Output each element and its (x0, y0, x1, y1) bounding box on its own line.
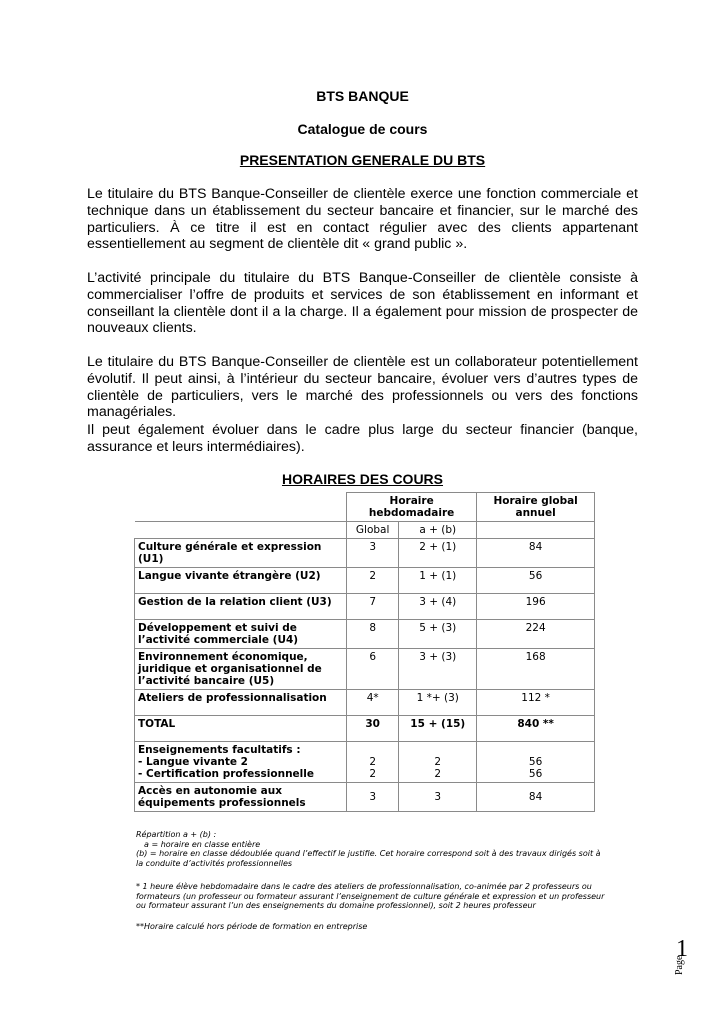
optional-courses-heading: Enseignements facultatifs : (138, 744, 301, 756)
weekly-hours-header: Horaire hebdomadaire (347, 493, 477, 522)
row-ab: 3 + (4) (399, 594, 477, 620)
autonomy-label: Accès en autonomie aux équipements professionnels (135, 783, 347, 812)
row-global: 6 (347, 649, 399, 690)
optional-annual-2: 56 (528, 768, 543, 780)
paragraph-financial-sector: Il peut également évoluer dans le cadre plus large du secteur financier (banque, assurance et leurs intermédiaires). (87, 422, 638, 455)
optional-global-1: 2 (369, 756, 376, 768)
note-distribution-a: a = horaire en classe entière (144, 839, 261, 849)
autonomy-annual: 84 (477, 783, 595, 812)
row-annual: 112 * (477, 690, 595, 716)
row-ab: 1 *+ (3) (399, 690, 477, 716)
optional-item-language: - Langue vivante 2 (138, 756, 248, 768)
row-global: 7 (347, 594, 399, 620)
optional-global (347, 742, 399, 783)
row-ab: 5 + (3) (399, 620, 477, 649)
optional-annual-1: 56 (528, 756, 543, 768)
paragraph-evolution: Le titulaire du BTS Banque-Conseiller de clientèle est un collaborateur potentiellement évolutif. Il peut ainsi, à l’intérieur du secteur bancaire, évoluer vers d’autres types de clientèle de particuliers, vers le marché des professionnels ou vers des fonctions managériales. (87, 354, 638, 421)
annual-hours-header: Horaire global annuel (477, 493, 595, 522)
total-row (135, 716, 595, 742)
row-ab: 1 + (1) (399, 568, 477, 594)
row-global: 4* (347, 690, 399, 716)
optional-annual (477, 742, 595, 783)
row-global: 3 (347, 539, 399, 568)
table-row (135, 539, 595, 568)
optional-ab (399, 742, 477, 783)
annual-subheader-blank (477, 522, 595, 539)
table-row (135, 690, 595, 716)
optional-global-2: 2 (369, 768, 376, 780)
autonomy-global: 3 (347, 783, 399, 812)
note-annual-hours: **Horaire calculé hors période de formation en entreprise (136, 922, 368, 931)
row-annual: 196 (477, 594, 595, 620)
row-annual: 224 (477, 620, 595, 649)
page-number: 1 (676, 936, 688, 962)
total-ab: 15 + (15) (399, 716, 477, 742)
autonomy-ab: 3 (399, 783, 477, 812)
hours-table (134, 492, 595, 812)
note-workshops: * 1 heure élève hebdomadaire dans le cadre des ateliers de professionnalisation, co-animée par 2 professeurs ou formateurs (un professeur ou formateur assurant l’enseignement de culture générale et expression et un professeur ou formateur assurant l’un des enseignements du domaine professionnel), soit 2 heures professeur (136, 882, 605, 911)
note-distribution (136, 830, 606, 868)
table-subheader-row (135, 522, 595, 539)
row-label: Gestion de la relation client (U3) (135, 594, 347, 620)
table-header-row (135, 493, 595, 522)
autonomy-row (135, 783, 595, 812)
optional-courses-row (135, 742, 595, 783)
page-label: Page (674, 955, 685, 975)
row-label: Ateliers de professionnalisation (135, 690, 347, 716)
row-annual: 84 (477, 539, 595, 568)
note-distribution-title: Répartition a + (b) : (136, 830, 217, 839)
table-corner-cell (135, 522, 347, 539)
row-label: Langue vivante étrangère (U2) (135, 568, 347, 594)
ab-subheader: a + (b) (399, 522, 477, 539)
page-number-block (672, 930, 702, 980)
global-subheader: Global (347, 522, 399, 539)
row-label: Environnement économique, juridique et organisationnel de l’activité bancaire (U5) (135, 649, 347, 690)
table-title: HORAIRES DES COURS (281, 471, 444, 487)
note-distribution-b: (b) = horaire en classe dédoublée quand l’effectif le justifie. Cet horaire correspond soit à des travaux dirigés soit à la conduite d’activités professionnelles (136, 849, 601, 868)
row-annual: 168 (477, 649, 595, 690)
row-ab: 3 + (3) (399, 649, 477, 690)
paragraph-activity: L’activité principale du titulaire du BTS Banque-Conseiller de clientèle consiste à commercialiser l’offre de produits et services de son établissement en informant et conseillant la clientèle dont il a la charge. Il a également pour mission de prospecter de nouveaux clients. (87, 270, 638, 337)
table-row (135, 568, 595, 594)
paragraph-intro: Le titulaire du BTS Banque-Conseiller de clientèle exerce une fonction commerciale et technique dans un établissement du secteur bancaire et financier, sur le marché des particuliers. À ce titre il est en contact régulier avec des clients appartenant essentiellement au segment de clientèle dit « grand public ». (87, 186, 638, 253)
document-subtitle: Catalogue de cours (297, 121, 428, 137)
optional-ab-1: 2 (434, 756, 442, 768)
optional-ab-2: 2 (434, 768, 442, 780)
row-label: Développement et suivi de l’activité commerciale (U4) (135, 620, 347, 649)
section-title: PRESENTATION GENERALE DU BTS (239, 152, 486, 168)
row-global: 2 (347, 568, 399, 594)
total-global: 30 (347, 716, 399, 742)
row-annual: 56 (477, 568, 595, 594)
table-row (135, 649, 595, 690)
total-label: TOTAL (135, 716, 347, 742)
optional-item-certification: - Certification professionnelle (138, 768, 314, 780)
total-annual: 840 ** (477, 716, 595, 742)
document-title: BTS BANQUE (316, 88, 409, 104)
table-corner-cell (135, 493, 347, 522)
table-row (135, 620, 595, 649)
table-row (135, 594, 595, 620)
row-global: 8 (347, 620, 399, 649)
row-label: Culture générale et expression (U1) (135, 539, 347, 568)
row-ab: 2 + (1) (399, 539, 477, 568)
optional-courses-label (135, 742, 347, 783)
